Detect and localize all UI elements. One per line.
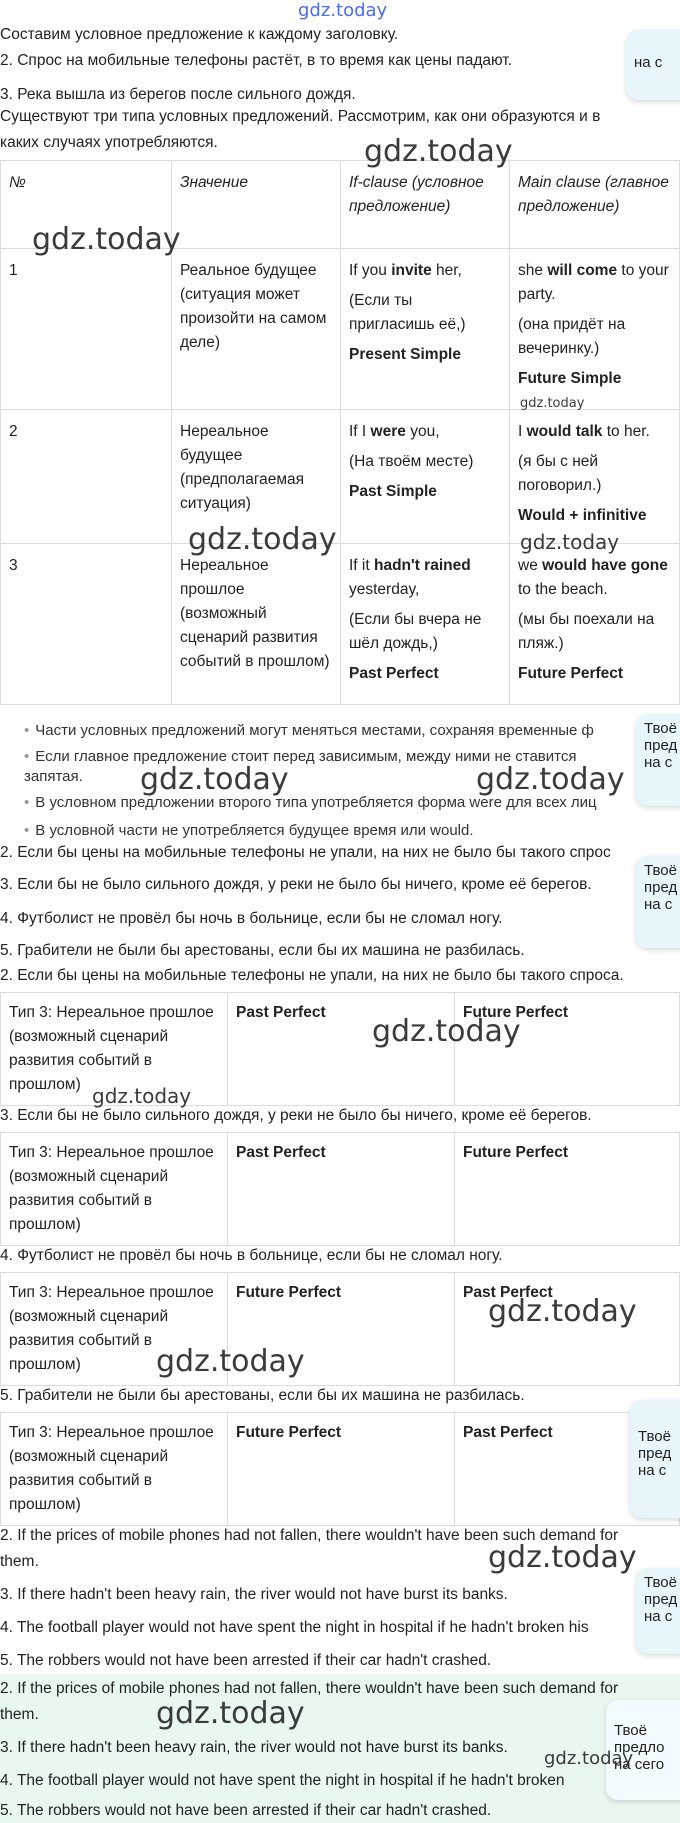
watermark: gdz.today <box>156 1344 305 1379</box>
watermark: gdz.today <box>156 1696 305 1731</box>
sentence-line: them. <box>0 1553 39 1570</box>
if-translation: (На твоём месте) <box>349 453 474 470</box>
if-clause: If I were you, (На твоём месте) Past Simple <box>341 410 510 544</box>
help-card[interactable]: Твоё пред на с <box>636 714 680 806</box>
intro-line: Существуют три типа условных предложений. Рассмотрим, как они образуются и в <box>0 108 601 125</box>
list-item: • В условной части не употребляется будущее время или would. <box>24 822 474 839</box>
help-card-text: на с <box>634 54 663 71</box>
sentence-line: 5. The robbers would not have been arrested if their car hadn't crashed. <box>0 1652 492 1669</box>
if-translation: (Если ты пригласишь её,) <box>349 292 466 333</box>
row-meaning: Нереальное будущее (предполагаемая ситуация) <box>172 410 341 544</box>
main-clause: I would talk to her. (я бы с ней поговорил.) Would + infinitive <box>510 410 680 544</box>
type-cell: Тип 3: Нереальное прошлое (возможный сценарий развития событий в прошлом) <box>1 1273 228 1386</box>
main-translation: (мы бы поехали на пляж.) <box>518 611 655 652</box>
table-header: Main clause (главное предложение) <box>510 161 680 249</box>
type-cell: Тип 3: Нереальное прошлое (возможный сценарий развития событий в прошлом) <box>1 1133 228 1246</box>
row-number: 3 <box>1 544 172 705</box>
table-row <box>1 544 680 705</box>
tense-cell: Past Perfect <box>228 993 455 1106</box>
watermark: gdz.today <box>488 1294 637 1329</box>
list-item-continued: запятая. <box>24 768 83 785</box>
main-tense: Future Simple <box>518 370 622 387</box>
sentence-line: 4. The football player would not have spent the night in hospital if he hadn't broken <box>0 1772 565 1789</box>
if-clause: If you invite her, (Если ты пригласишь её,) Present Simple <box>341 249 510 410</box>
row-number: 1 <box>1 249 172 410</box>
intro-line: 3. Река вышла из берегов после сильного дождя. <box>0 86 356 103</box>
tense-cell: Past Perfect <box>455 1413 680 1526</box>
watermark-top: gdz.today <box>298 0 388 21</box>
analysis-table <box>0 1412 680 1526</box>
watermark: gdz.today <box>140 762 289 797</box>
tense-cell: Future Perfect <box>455 1133 680 1246</box>
main-clause: we would have gone to the beach. (мы бы поехали на пляж.) Future Perfect <box>510 544 680 705</box>
watermark: gdz.today <box>488 1540 637 1575</box>
if-tense: Past Simple <box>349 483 437 500</box>
watermark: gdz.today <box>520 396 585 411</box>
sentence-line: 2. If the prices of mobile phones had not fallen, there wouldn't have been such demand for <box>0 1527 619 1544</box>
watermark: gdz.today <box>364 134 513 169</box>
analysis-table <box>0 1132 680 1246</box>
intro-line: каких случаях употребляются. <box>0 134 218 151</box>
sentence-line: 3. If there hadn't been heavy rain, the river would not have burst its banks. <box>0 1739 508 1756</box>
if-tense: Past Perfect <box>349 665 439 682</box>
sentence-line: 4. The football player would not have spent the night in hospital if he hadn't broken his <box>0 1619 589 1636</box>
table-header: If-clause (условное предложение) <box>341 161 510 249</box>
table-row <box>1 249 680 410</box>
sentence-line: 2. If the prices of mobile phones had not fallen, there wouldn't have been such demand for <box>0 1680 619 1697</box>
watermark: gdz.today <box>520 530 620 554</box>
help-card[interactable]: Твоё пред на с <box>636 856 680 948</box>
main-tense: Would + infinitive <box>518 507 647 524</box>
row-number: 2 <box>1 410 172 544</box>
tense-cell: Future Perfect <box>455 993 680 1106</box>
tense-cell: Past Perfect <box>455 1273 680 1386</box>
main-clause: she will come to your party. (она придёт на вечеринку.) Future Simple <box>510 249 680 410</box>
help-card[interactable] <box>626 30 680 100</box>
watermark: gdz.today <box>372 1014 521 1049</box>
watermark: gdz.today <box>188 522 337 557</box>
intro-line: Составим условное предложение к каждому заголовку. <box>0 26 399 43</box>
table-row <box>1 410 680 544</box>
type-cell: Тип 3: Нереальное прошлое (возможный сценарий развития событий в прошлом) <box>1 1413 228 1526</box>
help-card[interactable]: Твоё пред на с <box>636 1568 680 1654</box>
watermark: gdz.today <box>32 222 181 257</box>
main-translation: (я бы с ней поговорил.) <box>518 453 602 494</box>
type-cell: Тип 3: Нереальное прошлое (возможный сценарий развития событий в прошлом) <box>1 993 228 1106</box>
tense-cell: Future Perfect <box>228 1413 455 1526</box>
row-meaning: Реальное будущее (ситуация может произойти на самом деле) <box>172 249 341 410</box>
row-meaning: Нереальное прошлое (возможный сценарий развития событий в прошлом) <box>172 544 341 705</box>
table-header: Значение <box>172 161 341 249</box>
help-card[interactable]: Твоё предло на сего <box>606 1700 680 1800</box>
sentence-line: 5. Грабители не были бы арестованы, если бы их машина не разбилась. <box>0 942 525 959</box>
analysis-title: 3. Если бы не было сильного дождя, у реки не было бы ничего, кроме её берегов. <box>0 1107 592 1124</box>
main-translation: (она придёт на вечеринку.) <box>518 316 626 357</box>
tense-cell: Future Perfect <box>228 1273 455 1386</box>
help-card[interactable]: Твоё пред на с <box>630 1400 680 1518</box>
intro-line: 2. Спрос на мобильные телефоны растёт, в то время как цены падают. <box>0 52 512 69</box>
sentence-line: 2. Если бы цены на мобильные телефоны не упали, на них не было бы такого спрос <box>0 844 611 861</box>
analysis-title: 5. Грабители не были бы арестованы, если бы их машина не разбилась. <box>0 1387 525 1404</box>
analysis-title: 2. Если бы цены на мобильные телефоны не упали, на них не было бы такого спроса. <box>0 967 624 984</box>
list-item: • В условном предложении второго типа употребляется форма were для всех лиц <box>24 794 597 811</box>
list-item: • Если главное предложение стоит перед зависимым, между ними не ставится <box>24 748 576 765</box>
list-item: • Части условных предложений могут меняться местами, сохраняя временные ф <box>24 722 594 739</box>
analysis-table <box>0 1272 680 1386</box>
if-translation: (Если бы вчера не шёл дождь,) <box>349 611 482 652</box>
main-tense: Future Perfect <box>518 665 624 682</box>
sentence-line: 4. Футболист не провёл бы ночь в больнице, если бы не сломал ногу. <box>0 910 503 927</box>
if-clause: If it hadn't rained yesterday, (Если бы вчера не шёл дождь,) Past Perfect <box>341 544 510 705</box>
sentence-line: 5. The robbers would not have been arrested if their car hadn't crashed. <box>0 1802 492 1819</box>
if-tense: Present Simple <box>349 346 461 363</box>
watermark: gdz.today <box>544 1748 634 1769</box>
watermark: gdz.today <box>476 762 625 797</box>
table-header: № <box>1 161 172 249</box>
tense-cell: Past Perfect <box>228 1133 455 1246</box>
analysis-title: 4. Футболист не провёл бы ночь в больнице, если бы не сломал ногу. <box>0 1247 503 1264</box>
sentence-line: them. <box>0 1706 39 1723</box>
watermark: gdz.today <box>92 1084 192 1108</box>
sentence-line: 3. If there hadn't been heavy rain, the river would not have burst its banks. <box>0 1586 508 1603</box>
sentence-line: 3. Если бы не было сильного дождя, у реки не было бы ничего, кроме её берегов. <box>0 876 592 893</box>
